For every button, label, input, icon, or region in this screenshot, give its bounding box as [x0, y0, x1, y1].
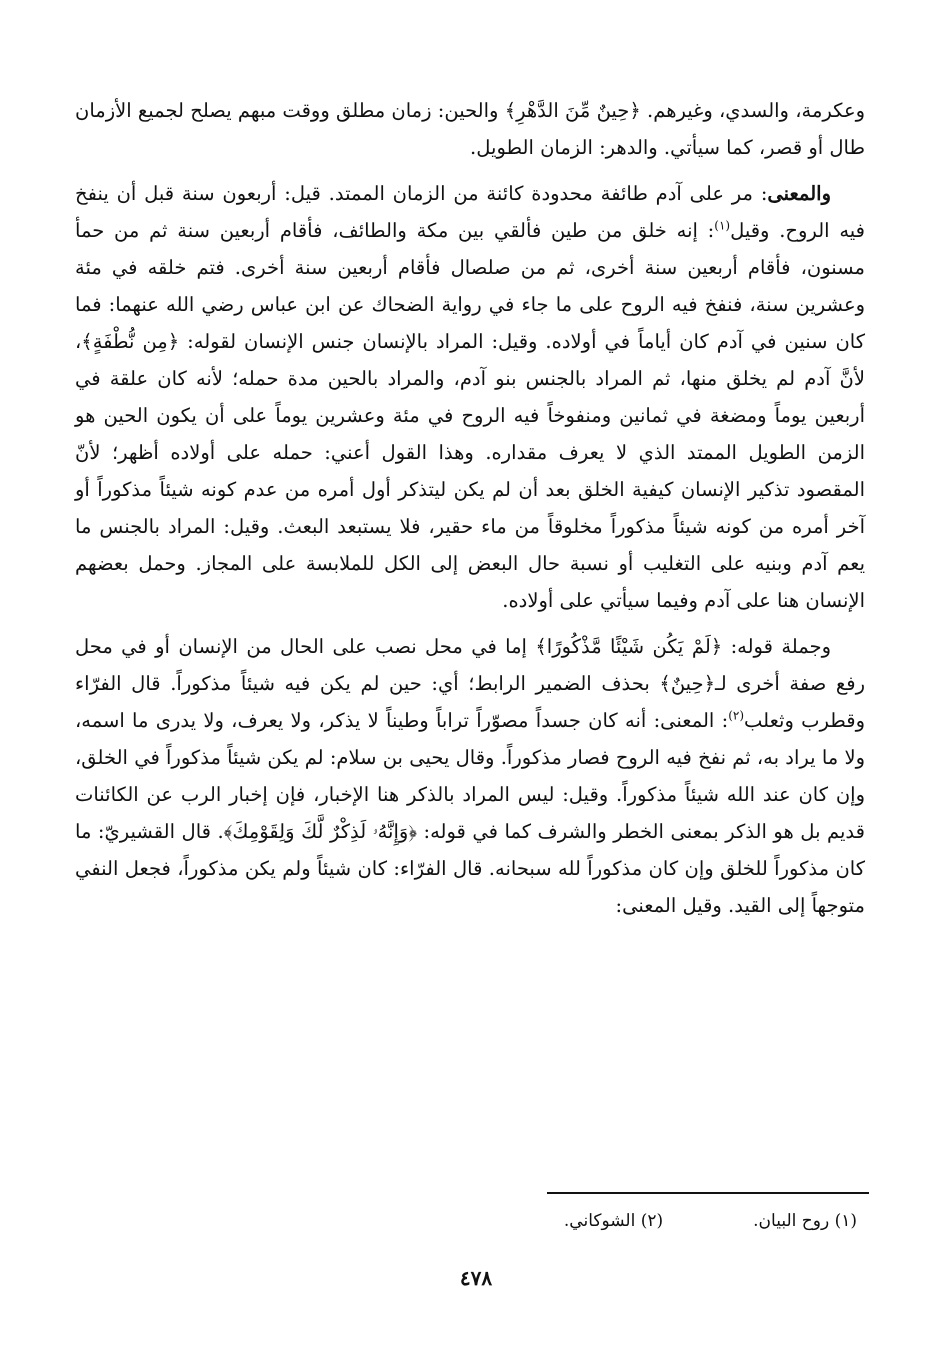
footnote-marker-2: (٢)	[728, 708, 745, 723]
paragraph-2-text-start: : مر على آدم طائفة محدودة كائنة من الزمان الممتد. قيل: أربعون سنة قبل أن ينفخ فيه الروح. وقيل	[75, 182, 865, 242]
paragraph-1-text: وعكرمة، والسدي، وغيرهم. ﴿حِينٌ مِّنَ الدَّهْرِ﴾ والحين: زمان مطلق ووقت مبهم يصلح لجميع الأزمان طال أو قصر، كما سيأتي. والدهر: الزمان الطويل.	[75, 99, 865, 159]
page-number: ٤٧٨	[459, 1266, 493, 1290]
paragraph-2-lead: والمعنى	[767, 182, 831, 205]
footnote-divider	[547, 1192, 869, 1194]
footnote-marker-1: (١)	[714, 218, 731, 233]
paragraph-3	[75, 628, 865, 924]
paragraph-3-text-start: وجملة قوله: ﴿لَمْ يَكُن شَيْئًا مَّذْكُورًا﴾ إما في محل نصب على الحال من الإنسان أو في محل رفع صفة أخرى لـ﴿حِينٌ﴾ بحذف الضمير الرابط؛ أي: حين لم يكن فيه شيئاً مذكوراً. قال الفرّاء وقطرب وثعلب	[75, 635, 866, 732]
footnote-1: (١) روح البيان.	[753, 1211, 857, 1231]
paragraph-2	[75, 175, 865, 619]
footnote-2: (٢) الشوكاني.	[563, 1211, 664, 1231]
paragraph-2-text-end: : إنه خلق من طين فألقي بين مكة والطائف، فأقام أربعين سنة ثم من حمأ مسنون، فأقام أربعين سنة أخرى، ثم من صلصال فأقام أربعين سنة أخرى. فتم خلقه في مئة وعشرين سنة، فنفخ فيه الروح على ما جاء في رواية الضحاك عن ابن عباس رضي الله عنهما: فما كان سنين في آدم كان أياماً في أولاده. وقيل: المراد بالإنسان جنس الإنسان لقوله: ﴿مِن نُّطْفَةٍ﴾، لأنَّ آدم لم يخلق منها، ثم المراد بالجنس بنو آدم، والمراد بالحين مدة حمله؛ لأنه كان علقة في أربعين يوماً ومضغة في ثمانين ومنفوخاً فيه الروح في مئة وعشرين يوماً على أن يكون الحين هو الزمن الطويل الممتد الذي لا يعرف مقداره. وهذا القول أعني: حمله على أولاده أظهر؛ لأنّ المقصود تذكير الإنسان كيفية الخلق بعد أن لم يكن ليتذكر أول أمره من عدم كونه شيئاً مذكوراً أو آخر أمره من كونه شيئاً مذكوراً مخلوقاً من ماء حقير، فلا يستبعد البعث. وقيل: المراد بالجنس ما يعم آدم وبنيه على التغليب أو نسبة حال البعض إلى الكل للملابسة على المجاز. وحمل بعضهم الإنسان هنا على آدم وفيما سيأتي على أولاده.	[75, 219, 865, 612]
page-body	[75, 92, 865, 924]
paragraph-1	[75, 92, 865, 166]
footnotes	[564, 1207, 857, 1235]
paragraph-3-text-end: : المعنى: أنه كان جسداً مصوّراً تراباً وطيناً لا يذكر، ولا يعرف، ولا يدرى ما اسمه، ولا ما يراد به، ثم نفخ فيه الروح فصار مذكوراً. وقال يحيى بن سلام: لم يكن شيئاً مذكوراً في الخلق، وإن كان عند الله شيئاً مذكوراً. وقيل: ليس المراد بالذكر هنا الإخبار، فإن إخبار الرب عن الكائنات قديم بل هو الذكر بمعنى الخطر والشرف كما في قوله: ﴿وَإِنَّهُۥ لَذِكْرٌ لَّكَ وَلِقَوْمِكَ﴾. قال القشيريّ: ما كان مذكوراً للخلق وإن كان مذكوراً لله سبحانه. قال الفرّاء: كان شيئاً ولم يكن مذكوراً، فجعل النفي متوجهاً إلى القيد. وقيل المعنى:	[75, 709, 865, 917]
